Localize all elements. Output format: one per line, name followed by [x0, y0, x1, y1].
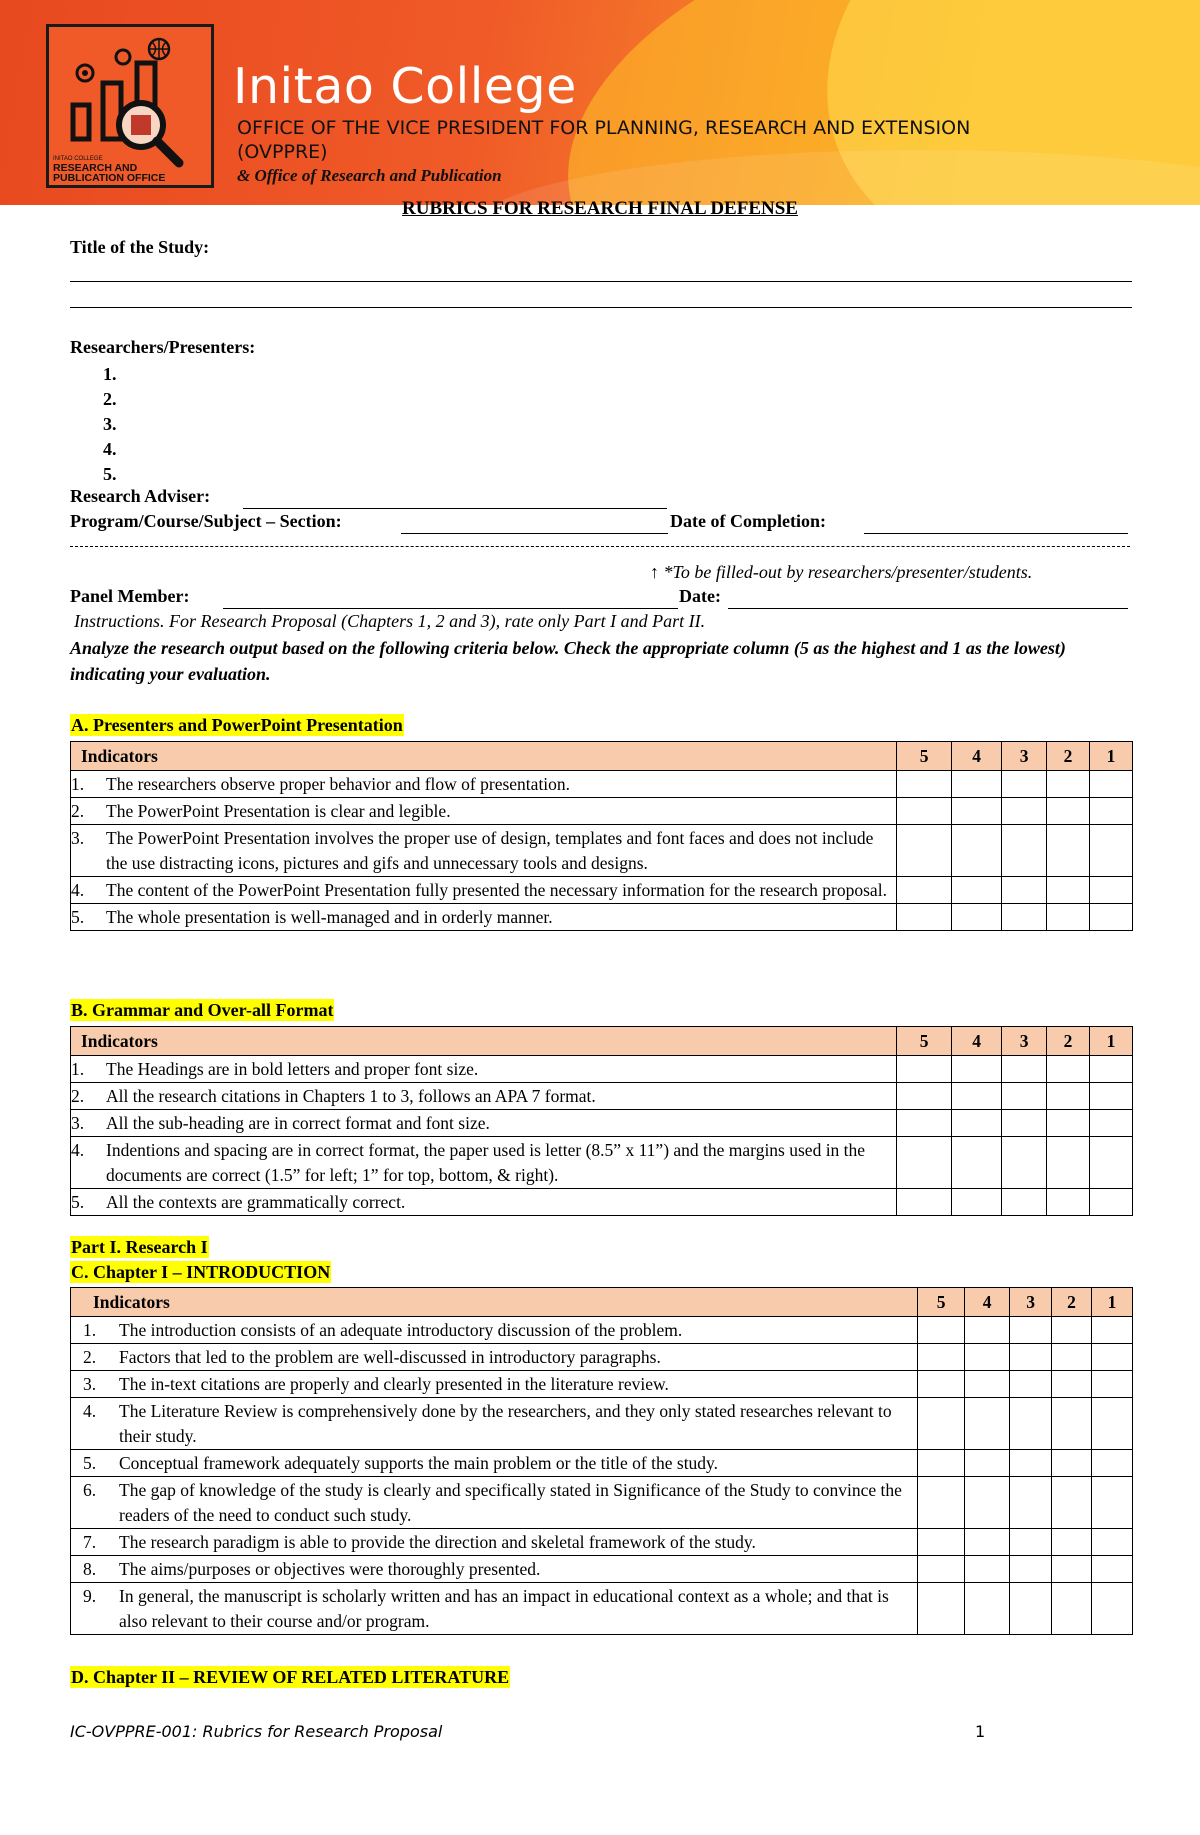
item-number: 5.	[83, 1453, 97, 1473]
title-line[interactable]	[70, 281, 1132, 282]
section-a-title: A. Presenters and PowerPoint Presentation	[71, 715, 403, 735]
score-cell[interactable]	[1002, 825, 1047, 877]
date-completion-label: Date of Completion:	[670, 511, 826, 531]
score-cell[interactable]	[918, 1344, 965, 1371]
rubric-table-a	[70, 741, 1133, 931]
program-label: Program/Course/Subject – Section:	[70, 511, 342, 531]
score-cell[interactable]	[1052, 1398, 1092, 1450]
score-header-4: 4	[965, 1288, 1010, 1317]
score-cell[interactable]	[952, 1056, 1002, 1083]
score-cell[interactable]	[965, 1477, 1010, 1529]
fill-note: ↑ *To be filled-out by researchers/presenter/students.	[650, 562, 1033, 582]
indicator-text: The gap of knowledge of the study is clearly and specifically stated in Significance of the Study to convince the readers of the need to conduct such study.	[119, 1480, 902, 1525]
score-cell[interactable]	[1090, 1083, 1133, 1110]
date-line[interactable]	[728, 608, 1128, 609]
score-cell[interactable]	[965, 1450, 1010, 1477]
indicator-text: The PowerPoint Presentation involves the proper use of design, templates and font faces and does not include the use distracting icons, pictures and gifs and unnecessary tools and designs.	[106, 828, 874, 873]
table-row	[71, 1344, 1133, 1371]
score-cell[interactable]	[1090, 904, 1133, 931]
score-cell[interactable]	[952, 1110, 1002, 1137]
indicator-text: The Headings are in bold letters and proper font size.	[106, 1059, 479, 1079]
analyze-instructions: Analyze the research output based on the following criteria below. Check the appropriate column (5 as the highest and 1 as the lowest) indicating your evaluation.	[70, 638, 1066, 684]
score-cell[interactable]	[897, 1189, 952, 1216]
item-number: 5.	[71, 1192, 85, 1212]
score-header-3: 3	[1002, 742, 1047, 771]
score-cell[interactable]	[1010, 1556, 1052, 1583]
score-cell[interactable]	[1092, 1371, 1133, 1398]
score-cell[interactable]	[897, 1083, 952, 1110]
table-row	[71, 1556, 1133, 1583]
score-header-1: 1	[1090, 1027, 1133, 1056]
indicators-header: Indicators	[71, 1288, 918, 1317]
score-cell[interactable]	[965, 1583, 1010, 1635]
part-1-title: Part I. Research I	[71, 1237, 208, 1257]
table-row	[71, 1371, 1133, 1398]
table-row	[71, 1083, 1133, 1110]
score-cell[interactable]	[1092, 1450, 1133, 1477]
score-cell[interactable]	[1092, 1583, 1133, 1635]
score-cell[interactable]	[965, 1371, 1010, 1398]
score-cell[interactable]	[897, 1137, 952, 1189]
score-cell[interactable]	[1002, 1189, 1047, 1216]
office-subtitle: & Office of Research and Publication	[237, 166, 502, 185]
indicator-text: The researchers observe proper behavior and flow of presentation.	[106, 774, 571, 794]
score-cell[interactable]	[1010, 1583, 1052, 1635]
score-cell[interactable]	[897, 877, 952, 904]
score-cell[interactable]	[1052, 1556, 1092, 1583]
score-cell[interactable]	[1092, 1556, 1133, 1583]
table-row	[71, 1189, 1133, 1216]
score-cell[interactable]	[1047, 1110, 1090, 1137]
item-number: 6.	[83, 1480, 97, 1500]
table-row	[71, 877, 1133, 904]
score-cell[interactable]	[1092, 1477, 1133, 1529]
score-cell[interactable]	[1010, 1529, 1052, 1556]
score-cell[interactable]	[1052, 1450, 1092, 1477]
item-number: 4.	[71, 1140, 85, 1160]
item-number: 9.	[83, 1586, 97, 1606]
table-row	[71, 1137, 1133, 1189]
table-row	[71, 1056, 1133, 1083]
page-number: 1	[975, 1722, 986, 1741]
rubric-table-c	[70, 1287, 1133, 1635]
score-cell[interactable]	[952, 798, 1002, 825]
score-cell[interactable]	[1090, 1189, 1133, 1216]
item-number: 1.	[71, 1059, 85, 1079]
indicator-text: The whole presentation is well-managed and in orderly manner.	[106, 907, 553, 927]
researcher-number[interactable]: 3.	[103, 414, 117, 434]
score-cell[interactable]	[1002, 1110, 1047, 1137]
indicator-text: The aims/purposes or objectives were thoroughly presented.	[119, 1559, 541, 1579]
score-cell[interactable]	[918, 1317, 965, 1344]
date-completion-line[interactable]	[864, 533, 1128, 534]
score-header-5: 5	[897, 742, 952, 771]
score-cell[interactable]	[965, 1556, 1010, 1583]
footer-doc-code: IC-OVPPRE-001: Rubrics for Research Proposal	[70, 1722, 443, 1741]
score-cell[interactable]	[1002, 1056, 1047, 1083]
logo-caption-line1: RESEARCH AND	[53, 162, 138, 174]
score-cell[interactable]	[1047, 771, 1090, 798]
logo-caption-line2: PUBLICATION OFFICE	[53, 172, 166, 184]
score-cell[interactable]	[1052, 1317, 1092, 1344]
section-d-title: D. Chapter II – REVIEW OF RELATED LITERATURE	[71, 1667, 510, 1687]
score-cell[interactable]	[1047, 1137, 1090, 1189]
score-cell[interactable]	[1052, 1477, 1092, 1529]
score-cell[interactable]	[1052, 1371, 1092, 1398]
date-label: Date:	[679, 586, 721, 606]
indicator-text: Conceptual framework adequately supports the main problem or the title of the study.	[119, 1453, 719, 1473]
item-number: 3.	[71, 1113, 85, 1133]
item-number: 1.	[71, 774, 85, 794]
item-number: 4.	[71, 880, 85, 900]
score-cell[interactable]	[1047, 1056, 1090, 1083]
score-cell[interactable]	[965, 1317, 1010, 1344]
table-row	[71, 1317, 1133, 1344]
score-cell[interactable]	[1047, 1083, 1090, 1110]
table-row	[71, 904, 1133, 931]
score-cell[interactable]	[952, 1137, 1002, 1189]
instructions: Instructions. For Research Proposal (Chapters 1, 2 and 3), rate only Part I and Part II.	[74, 611, 706, 631]
score-cell[interactable]	[1002, 904, 1047, 931]
title-label: Title of the Study:	[70, 237, 210, 257]
item-number: 2.	[71, 801, 85, 821]
score-cell[interactable]	[918, 1529, 965, 1556]
indicator-text: Indentions and spacing are in correct format, the paper used is letter (8.5” x 11”) and the margins used in the documents are correct (1.5” for left; 1” for top, bottom, & right).	[106, 1140, 866, 1185]
item-number: 3.	[83, 1374, 97, 1394]
title-line[interactable]	[70, 307, 1132, 308]
document-title: RUBRICS FOR RESEARCH FINAL DEFENSE	[402, 198, 798, 219]
researcher-number[interactable]: 5.	[103, 464, 117, 484]
score-cell[interactable]	[1002, 798, 1047, 825]
office-line: OFFICE OF THE VICE PRESIDENT FOR PLANNING, RESEARCH AND EXTENSION (OVPPRE)	[237, 117, 971, 163]
score-header-2: 2	[1047, 742, 1090, 771]
score-cell[interactable]	[897, 904, 952, 931]
dashed-separator	[70, 546, 1130, 547]
score-header-2: 2	[1047, 1027, 1090, 1056]
score-header-4: 4	[952, 742, 1002, 771]
score-cell[interactable]	[1090, 1056, 1133, 1083]
score-cell[interactable]	[1090, 1137, 1133, 1189]
adviser-label: Research Adviser:	[70, 486, 211, 506]
score-cell[interactable]	[1090, 771, 1133, 798]
score-cell[interactable]	[918, 1556, 965, 1583]
item-number: 5.	[71, 907, 85, 927]
researcher-number[interactable]: 1.	[103, 364, 117, 384]
item-number: 4.	[83, 1401, 97, 1421]
score-cell[interactable]	[918, 1450, 965, 1477]
office-logo	[46, 24, 214, 188]
score-cell[interactable]	[1047, 877, 1090, 904]
indicator-text: The Literature Review is comprehensively done by the researchers, and they only stated researches relevant to their study.	[119, 1401, 892, 1446]
score-header-1: 1	[1090, 742, 1133, 771]
indicator-text: The in-text citations are properly and clearly presented in the literature review.	[119, 1374, 669, 1394]
logo-caption-small: INITAO COLLEGE	[53, 156, 103, 162]
score-cell[interactable]	[1047, 1189, 1090, 1216]
college-name: Initao College	[233, 58, 577, 115]
score-cell[interactable]	[965, 1529, 1010, 1556]
indicator-text: The content of the PowerPoint Presentation fully presented the necessary information for the research proposal.	[106, 880, 887, 900]
score-cell[interactable]	[1010, 1371, 1052, 1398]
score-cell[interactable]	[918, 1371, 965, 1398]
score-header-2: 2	[1052, 1288, 1092, 1317]
score-header-3: 3	[1010, 1288, 1052, 1317]
indicator-text: In general, the manuscript is scholarly written and has an impact in educational context as a whole; and that is also relevant to their course and/or program.	[119, 1586, 889, 1631]
score-cell[interactable]	[1047, 904, 1090, 931]
score-header-5: 5	[897, 1027, 952, 1056]
score-cell[interactable]	[1090, 825, 1133, 877]
table-row	[71, 798, 1133, 825]
table-row	[71, 1110, 1133, 1137]
item-number: 2.	[71, 1086, 85, 1106]
researcher-list	[103, 362, 117, 487]
item-number: 7.	[83, 1532, 97, 1552]
researcher-number[interactable]: 4.	[103, 439, 117, 459]
item-number: 3.	[71, 828, 85, 848]
item-number: 2.	[83, 1347, 97, 1367]
score-cell[interactable]	[1002, 1137, 1047, 1189]
score-cell[interactable]	[1052, 1529, 1092, 1556]
section-c-title: C. Chapter I – INTRODUCTION	[71, 1262, 331, 1282]
score-cell[interactable]	[897, 1110, 952, 1137]
score-cell[interactable]	[965, 1398, 1010, 1450]
score-header-3: 3	[1002, 1027, 1047, 1056]
table-row	[71, 771, 1133, 798]
score-cell[interactable]	[918, 1398, 965, 1450]
indicators-header: Indicators	[71, 742, 897, 771]
score-cell[interactable]	[1010, 1450, 1052, 1477]
score-cell[interactable]	[1002, 771, 1047, 798]
table-row	[71, 825, 1133, 877]
score-header-4: 4	[952, 1027, 1002, 1056]
score-cell[interactable]	[1092, 1344, 1133, 1371]
score-cell[interactable]	[918, 1477, 965, 1529]
indicator-text: Factors that led to the problem are well-discussed in introductory paragraphs.	[119, 1347, 661, 1367]
score-cell[interactable]	[1092, 1529, 1133, 1556]
score-cell[interactable]	[1002, 1083, 1047, 1110]
program-line[interactable]	[401, 533, 668, 534]
table-row	[71, 1450, 1133, 1477]
score-cell[interactable]	[952, 904, 1002, 931]
score-cell[interactable]	[952, 825, 1002, 877]
score-cell[interactable]	[1090, 877, 1133, 904]
logo-caption	[53, 156, 165, 183]
panel-line[interactable]	[223, 608, 678, 609]
score-cell[interactable]	[1047, 825, 1090, 877]
score-cell[interactable]	[1010, 1317, 1052, 1344]
score-cell[interactable]	[965, 1344, 1010, 1371]
indicator-text: The research paradigm is able to provide the direction and skeletal framework of the study.	[119, 1532, 756, 1552]
indicator-text: All the sub-heading are in correct format and font size.	[106, 1113, 490, 1133]
score-cell[interactable]	[1090, 798, 1133, 825]
panel-label: Panel Member:	[70, 586, 190, 606]
score-cell[interactable]	[952, 877, 1002, 904]
rubric-table-b	[70, 1026, 1133, 1216]
researcher-number[interactable]: 2.	[103, 389, 117, 409]
score-cell[interactable]	[897, 825, 952, 877]
table-row	[71, 1529, 1133, 1556]
table-row	[71, 1398, 1133, 1450]
score-cell[interactable]	[1010, 1477, 1052, 1529]
header-banner	[0, 0, 1200, 205]
score-cell[interactable]	[952, 1083, 1002, 1110]
score-cell[interactable]	[918, 1583, 965, 1635]
score-cell[interactable]	[1010, 1398, 1052, 1450]
score-cell[interactable]	[952, 1189, 1002, 1216]
item-number: 1.	[83, 1320, 97, 1340]
score-cell[interactable]	[897, 771, 952, 798]
table-row	[71, 1477, 1133, 1529]
indicator-text: All the contexts are grammatically correct.	[106, 1192, 406, 1212]
score-cell[interactable]	[1090, 1110, 1133, 1137]
score-cell[interactable]	[1052, 1583, 1092, 1635]
score-cell[interactable]	[952, 771, 1002, 798]
score-cell[interactable]	[1047, 798, 1090, 825]
indicator-text: The introduction consists of an adequate introductory discussion of the problem.	[119, 1320, 683, 1340]
item-number: 8.	[83, 1559, 97, 1579]
indicators-header: Indicators	[71, 1027, 897, 1056]
indicator-text: The PowerPoint Presentation is clear and legible.	[106, 801, 451, 821]
score-cell[interactable]	[897, 798, 952, 825]
adviser-line[interactable]	[243, 508, 667, 509]
indicator-text: All the research citations in Chapters 1 to 3, follows an APA 7 format.	[106, 1086, 596, 1106]
researchers-label: Researchers/Presenters:	[70, 337, 256, 357]
score-header-5: 5	[918, 1288, 965, 1317]
score-cell[interactable]	[1052, 1344, 1092, 1371]
score-cell[interactable]	[897, 1056, 952, 1083]
score-cell[interactable]	[1010, 1344, 1052, 1371]
table-row	[71, 1583, 1133, 1635]
score-cell[interactable]	[1092, 1398, 1133, 1450]
section-b-title: B. Grammar and Over-all Format	[71, 1000, 334, 1020]
score-cell[interactable]	[1092, 1317, 1133, 1344]
score-cell[interactable]	[1002, 877, 1047, 904]
score-header-1: 1	[1092, 1288, 1133, 1317]
